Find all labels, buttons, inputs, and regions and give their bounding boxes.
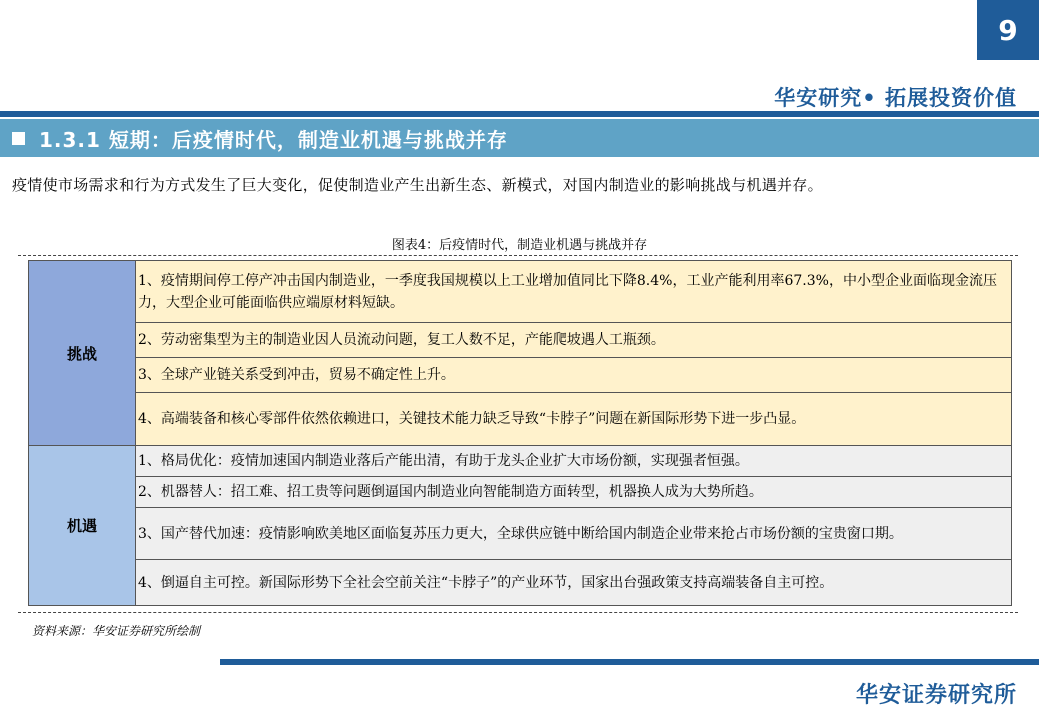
table-row [29,358,1012,393]
opportunity-item-2: 2、机器替人：招工难、招工贵等问题倒逼国内制造业向智能制造方面转型，机器换人成为大势所趋。 [136,477,1012,508]
challenge-item-4: 4、高端装备和核心零部件依然依赖进口，关键技术能力缺乏导致“卡脖子”问题在新国际形势下进一步凸显。 [136,393,1012,446]
section-header [0,119,1039,157]
table-row [29,508,1012,560]
challenges-label: 挑战 [29,261,136,446]
table-row [29,393,1012,446]
challenge-item-1: 1、疫情期间停工停产冲击国内制造业，一季度我国规模以上工业增加值同比下降8.4%，工业产能利用率67.3%，中小型企业面临现金流压力，大型企业可能面临供应端原材料短缺。 [136,261,1012,323]
intro-paragraph: 疫情使市场需求和行为方式发生了巨大变化，促使制造业产生出新生态、新模式，对国内制造业的影响挑战与机遇并存。 [12,176,823,194]
table-row [29,560,1012,606]
section-title: 1.3.1 短期：后疫情时代，制造业机遇与挑战并存 [39,127,508,152]
challenge-item-3: 3、全球产业链关系受到冲击，贸易不确定性上升。 [136,358,1012,393]
page-number: 9 [977,0,1039,60]
table-row [29,477,1012,508]
table-row [29,261,1012,323]
table-row [29,323,1012,358]
challenges-opportunities-table [28,260,1012,606]
footer-org-name: 华安证券研究所 [855,683,1017,708]
figure-source: 资料来源：华安证券研究所绘制 [32,624,201,638]
opportunities-label: 机遇 [29,446,136,606]
table-row [29,446,1012,477]
square-bullet-icon [12,132,25,145]
opportunity-item-4: 4、倒逼自主可控。新国际形势下全社会空前关注“卡脖子”的产业环节，国家出台强政策支持高端装备自主可控。 [136,560,1012,606]
figure-title: 图表4：后疫情时代，制造业机遇与挑战并存 [391,238,648,253]
figure-bottom-dashed-line [18,612,1018,613]
challenge-item-2: 2、劳动密集型为主的制造业因人员流动问题，复工人数不足，产能爬坡遇人工瓶颈。 [136,323,1012,358]
brand-slogan: 华安研究• 拓展投资价值 [774,86,1017,110]
opportunity-item-3: 3、国产替代加速：疫情影响欧美地区面临复苏压力更大，全球供应链中断给国内制造企业带来抢占市场份额的宝贵窗口期。 [136,508,1012,560]
figure-top-dashed-line [18,255,1018,256]
footer-divider [220,659,1039,665]
opportunity-item-1: 1、格局优化：疫情加速国内制造业落后产能出清，有助于龙头企业扩大市场份额，实现强者恒强。 [136,446,1012,477]
header-divider [0,111,1039,117]
